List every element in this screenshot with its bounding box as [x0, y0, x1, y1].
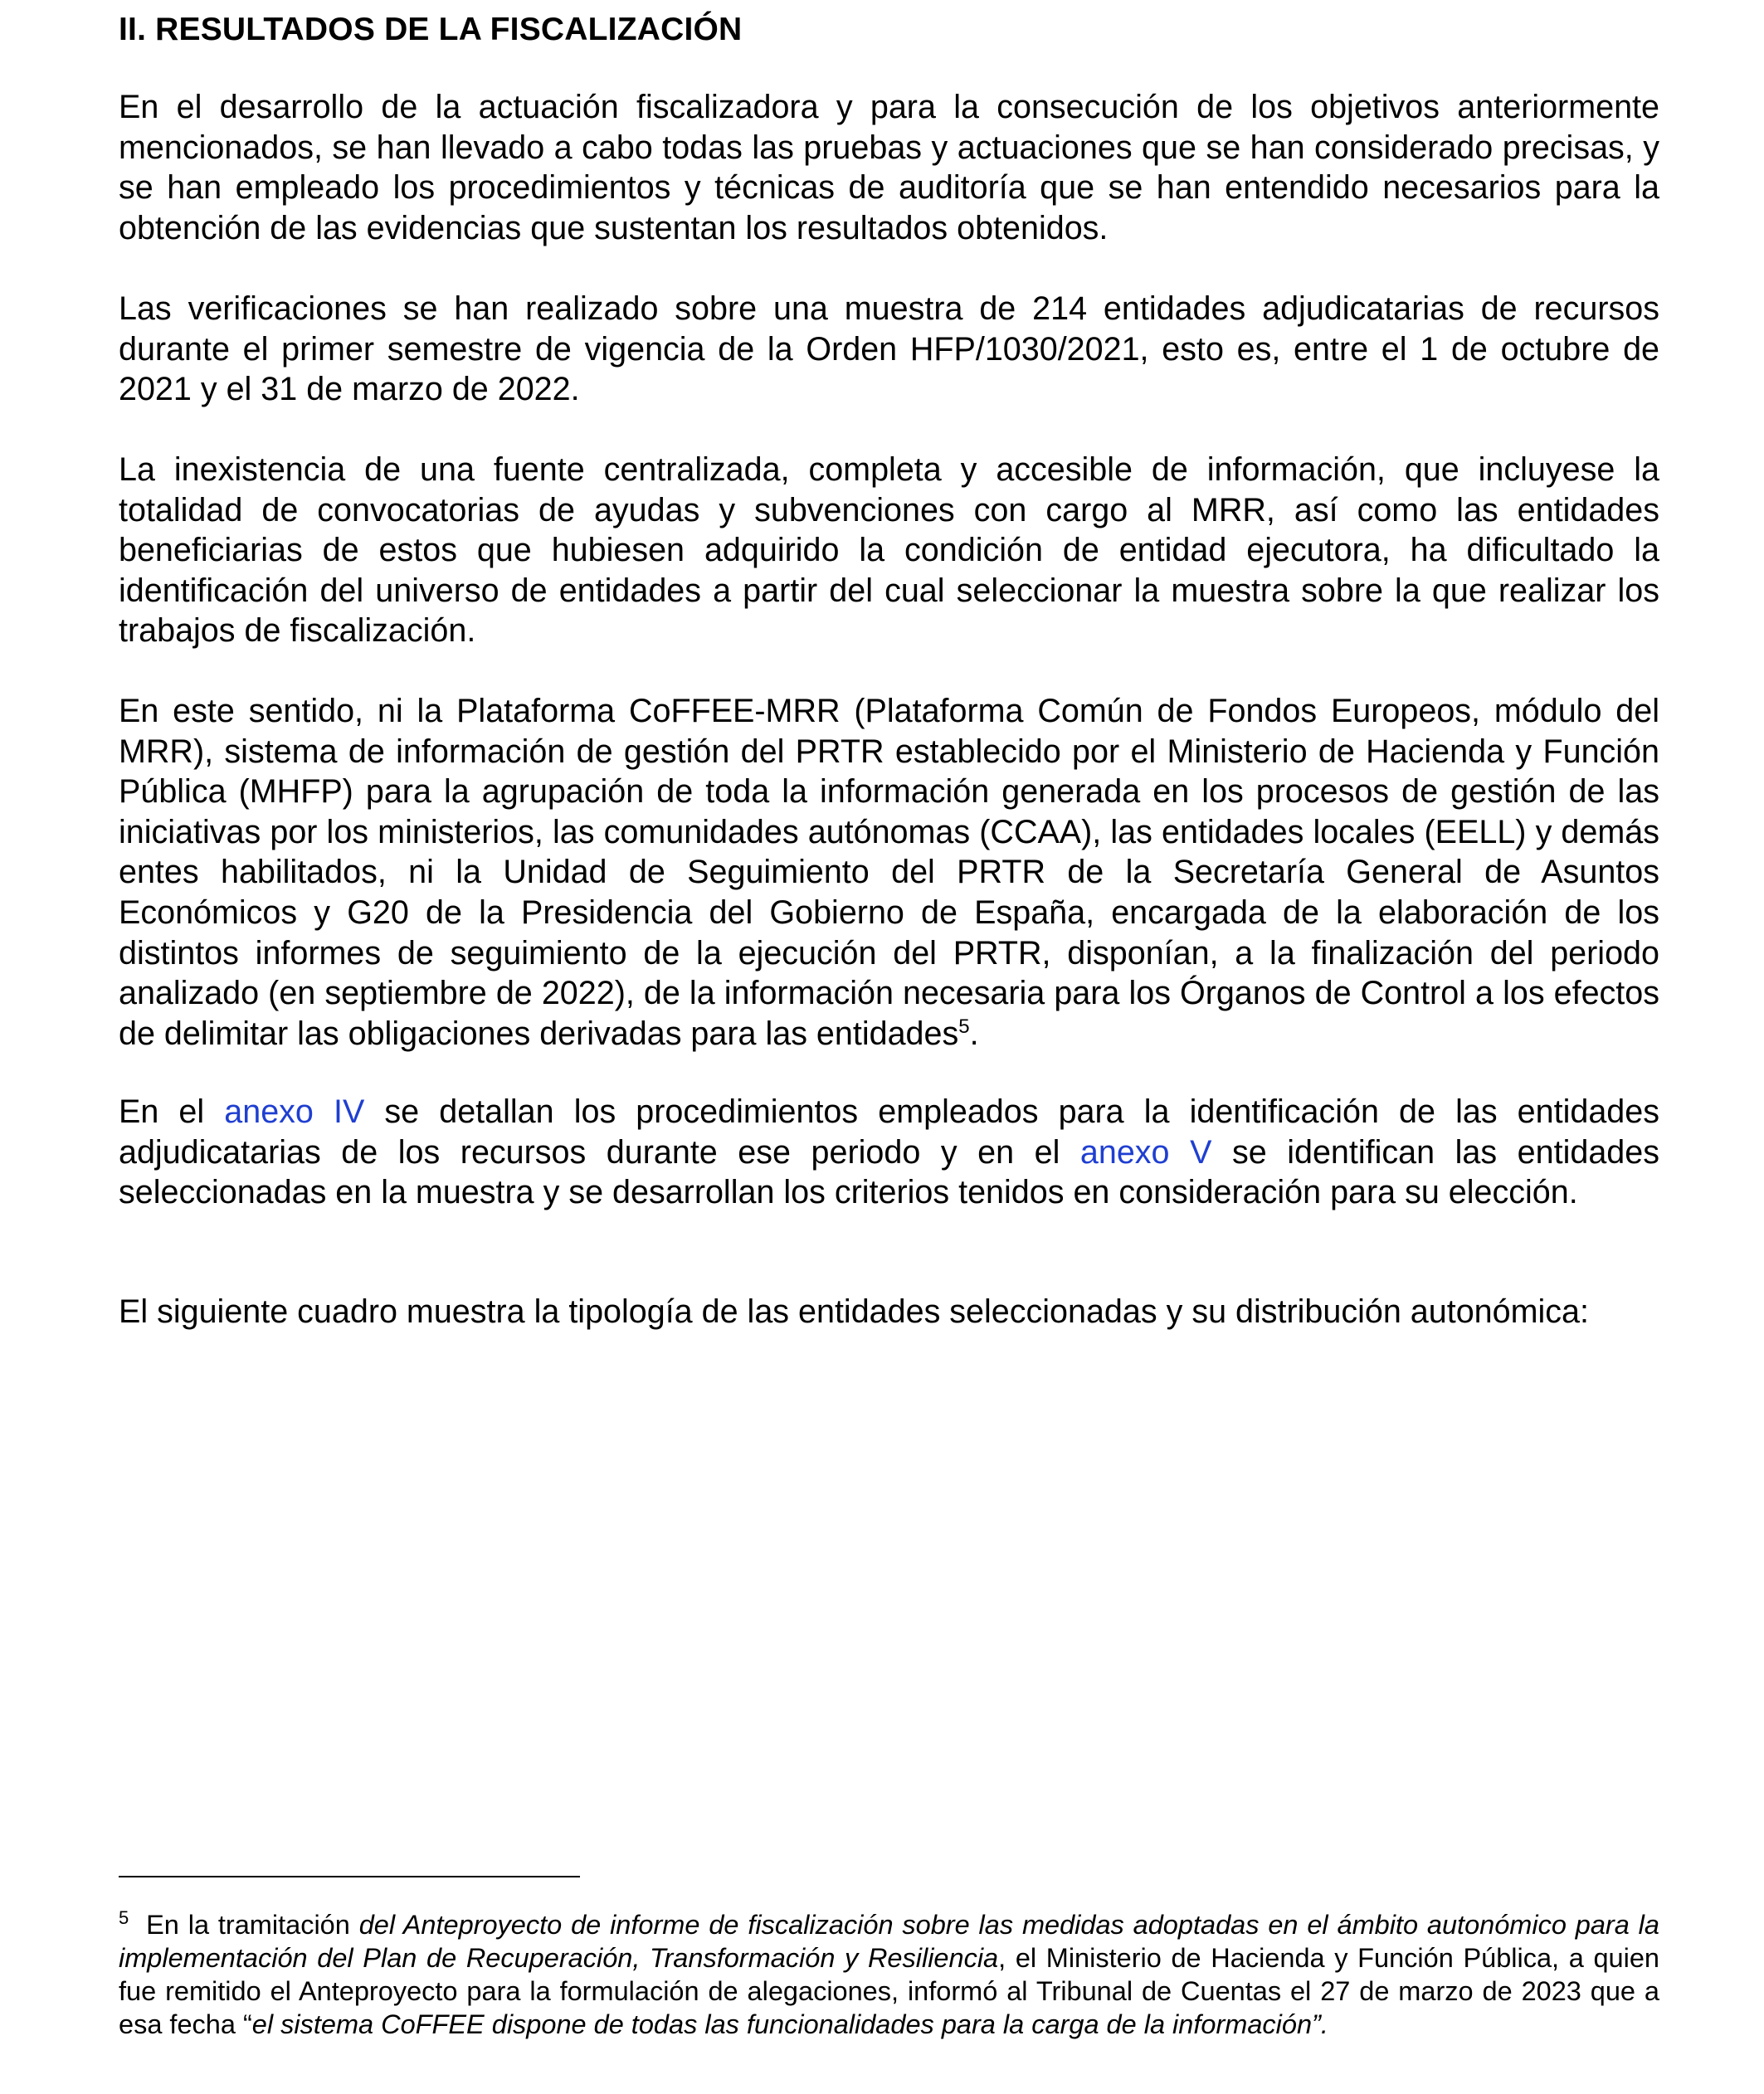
- paragraph-5-part1: En el: [119, 1093, 225, 1130]
- paragraph-2: Las verificaciones se han realizado sobre una muestra de 214 entidades adjudicatarias de recursos durante el primer semestre de vigencia de la Orden HFP/1030/2021, esto es, entre el 1 de octubre de 2021 y el 31 de marzo de 2022.: [119, 290, 1659, 408]
- paragraph-3: La inexistencia de una fuente centralizada, completa y accesible de información, que incluyese la totalidad de convocatorias de ayudas y subvenciones con cargo al MRR, así como las entidades beneficiarias de estos que hubiesen adquirido la condición de entidad ejecutora, ha dificultado la identificación del universo de entidades a partir del cual seleccionar la muestra sobre la que realizar los trabajos de fiscalización.: [119, 451, 1659, 650]
- footnote-divider: [119, 1876, 580, 1877]
- footnote-italic1: del Anteproyecto de informe de fiscalización sobre las medidas adoptadas en el ámbito autonómico para la implementación del Plan de Recuperación, Transformación y Resiliencia: [119, 1910, 1659, 1973]
- footnote-number: 5: [119, 1907, 129, 1929]
- footnote-part2: , el Ministerio de Hacienda y Función Pública, a quien fue remitido el Anteproyecto para la formulación de alegaciones, informó al Tribunal de Cuentas el 27 de marzo de 2023 que a esa fecha “: [119, 1943, 1659, 2039]
- paragraph-5-part2: se detallan los procedimientos empleados para la identificación de las entidades adjudicatarias de los recursos durante ese periodo y en el: [119, 1093, 1659, 1171]
- paragraph-4-text: En este sentido, ni la Plataforma CoFFEE-MRR (Plataforma Común de Fondos Europeos, módulo del MRR), sistema de información de gestión del PRTR establecido por el Ministerio de Hacienda y Función Pública (MHFP) para la agrupación de toda la información generada en los procesos de gestión de las iniciativas por los ministerios, las comunidades autónomas (CCAA), las entidades locales (EELL) y demás entes habilitados, ni la Unidad de Seguimiento del PRTR de la Secretaría General de Asuntos Económicos y G20 de la Presidencia del Gobierno de España, encargada de la elaboración de los distintos informes de seguimiento de la ejecución del PRTR, disponían, a la finalización del periodo analizado (en septiembre de 2022), de la información necesaria para los Órganos de Control a los efectos de delimitar las obligaciones derivadas para las entidades: [119, 693, 1659, 1052]
- paragraph-5-part3: se identifican las entidades seleccionadas en la muestra y se desarrollan los criterios tenidos en consideración para su elección.: [119, 1133, 1659, 1211]
- annex-v-link[interactable]: anexo V: [1079, 1133, 1212, 1171]
- annex-iv-link[interactable]: anexo IV: [224, 1093, 365, 1130]
- paragraph-1: En el desarrollo de la actuación fiscalizadora y para la consecución de los objetivos anteriormente mencionados, se han llevado a cabo todas las pruebas y actuaciones que se han considerado precisas, y se han empleado los procedimientos y técnicas de auditoría que se han entendido necesarios para la obtención de las evidencias que sustentan los resultados obtenidos.: [119, 89, 1659, 246]
- paragraph-5: [119, 1092, 1659, 1213]
- document-page: [119, 0, 1659, 2094]
- footnote-reference[interactable]: 5: [958, 1015, 970, 1038]
- footnote-5: [119, 1908, 1659, 2041]
- paragraph-4-end: .: [969, 1015, 979, 1052]
- footnote-part3: ”.: [1312, 2009, 1328, 2039]
- footnote-italic2: el sistema CoFFEE dispone de todas las funcionalidades para la carga de la información: [251, 2009, 1313, 2039]
- footnote-part1: En la tramitación: [137, 1910, 359, 1940]
- section-heading: II. RESULTADOS DE LA FISCALIZACIÓN: [119, 12, 743, 47]
- paragraph-4: [119, 691, 1659, 1054]
- paragraph-6: El siguiente cuadro muestra la tipología de las entidades seleccionadas y su distribución autonómica:: [119, 1293, 1589, 1330]
